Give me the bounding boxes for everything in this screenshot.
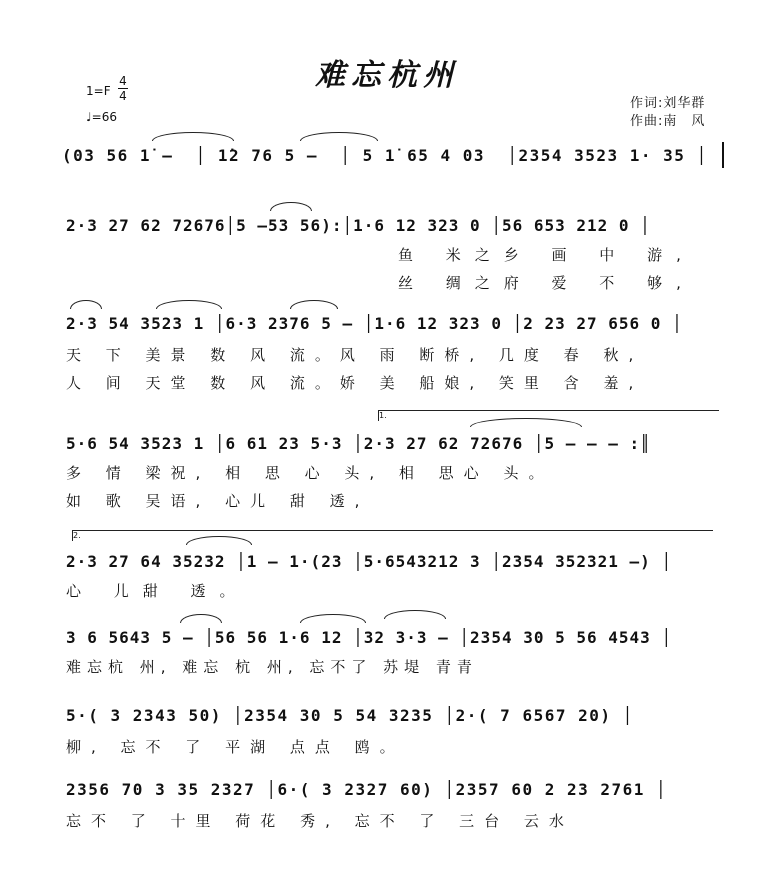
- lyrics-verse-1: 难忘杭 州, 难忘 杭 州, 忘不了 苏堤 青青: [66, 658, 478, 676]
- notation-line: 5·( 3 2343 50) │2354 30 5 54 3235 │2·( 7 6567 20) │: [66, 706, 634, 725]
- lyrics-verse-1: 鱼 米之乡 画 中 游,: [398, 246, 695, 264]
- slur: [384, 610, 446, 619]
- time-signature: [118, 74, 128, 103]
- tempo-marking: ♩=66: [86, 110, 117, 124]
- notation-line: 2·3 27 64 35232 │1 – 1·(23 │5·6543212 3 │2354 352321 –) │: [66, 552, 673, 571]
- slur: [152, 132, 234, 141]
- second-ending-bracket: 2.: [72, 530, 713, 541]
- lyrics-verse-1: 心 儿甜 透。: [66, 582, 249, 600]
- lyrics-verse-1: 柳, 忘不 了 平湖 点点 鸥。: [66, 738, 405, 756]
- notation-line: 2·3 54 3523 1 │6·3 2376 5 – │1·6 12 323 0 │2 23 27 656 0 │: [66, 314, 683, 333]
- notation-line: 2·3 27 62 72676│5 –53 56):│1·6 12 323 0 │56 653 212 0 │: [66, 216, 651, 235]
- notation-line: (03 56 1̇ – │ 1̇2 76 5 – │ 5 1̇ 65 4 03 │2354 3523 1· 35 │: [62, 146, 708, 165]
- slur: [180, 614, 222, 623]
- lyrics-verse-2: 人 间 天堂 数 风 流。娇 美 船娘, 笑里 含 羞,: [66, 374, 644, 392]
- slur: [300, 614, 366, 623]
- slur: [300, 132, 378, 141]
- notation-line: 5·6 54 3523 1 │6 61 23 5·3 │2·3 27 62 72676 │5 – – – :║: [66, 434, 651, 453]
- lyrics-verse-2: 丝 绸之府 爱 不 够,: [398, 274, 695, 292]
- notation-line: 2356 70 3 35 2327 │6·( 3 2327 60) │2357 60 2 23 2761 │: [66, 780, 668, 799]
- first-ending-bracket: 1.: [378, 410, 719, 421]
- page-title: 难忘杭州: [315, 58, 459, 93]
- meter-bottom: 4: [119, 89, 127, 103]
- composer: 作曲:南 风: [630, 114, 706, 129]
- key-signature: 1=F: [86, 84, 111, 98]
- meter-top: 4: [119, 74, 127, 88]
- lyrics-verse-2: 如 歌 吴语, 心儿 甜 透,: [66, 492, 370, 510]
- slur: [70, 300, 102, 309]
- lyrics-verse-1: 天 下 美景 数 风 流。风 雨 断桥, 几度 春 秋,: [66, 346, 644, 364]
- notation-line: 3 6 5643 5 – │56 56 1·6 12 │32 3·3 – │2354 30 5 56 4543 │: [66, 628, 673, 647]
- slur: [290, 300, 338, 309]
- barline: [722, 142, 724, 168]
- lyrics-verse-1: 忘不 了 十里 荷花 秀, 忘不 了 三台 云水: [66, 812, 574, 830]
- lyrics-verse-1: 多 情 梁祝, 相 思 心 头, 相 思心 头。: [66, 464, 554, 482]
- lyricist: 作词:刘华群: [630, 96, 706, 111]
- slur: [270, 202, 312, 211]
- slur: [156, 300, 222, 309]
